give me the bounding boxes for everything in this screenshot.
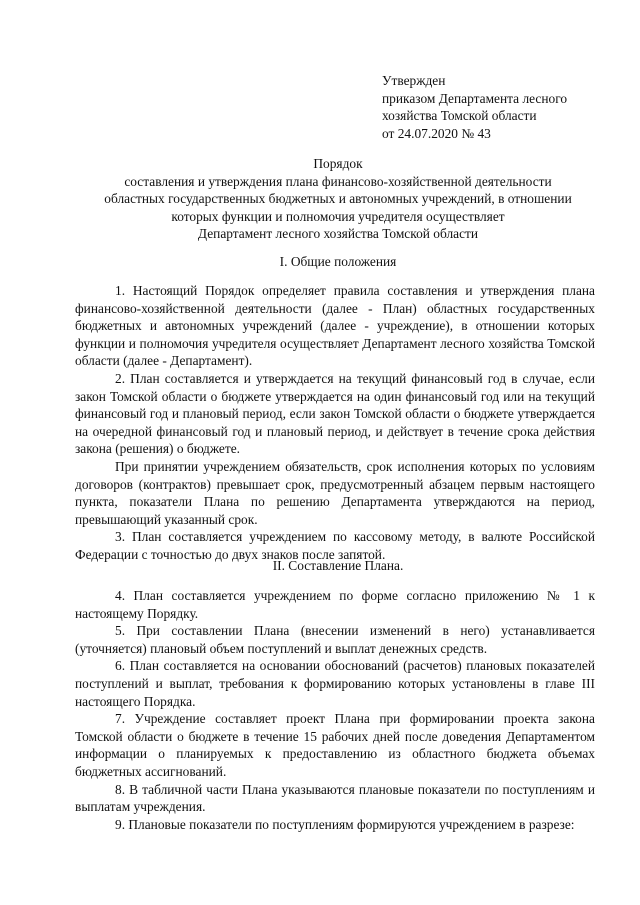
title-line-5: Департамент лесного хозяйства Томской области — [197, 226, 479, 242]
paragraph-7: 7. Учреждение составляет проект Плана при формировании проекта закона Томской области о бюджете в течение 15 рабочих дней после доведения Департаментом информации о планируемых к предоставлению из областного бюджета объемах бюджетных ассигнований. — [75, 711, 595, 779]
section-2-body — [75, 587, 595, 833]
paragraph-8: 8. В табличной части Плана указываются плановые показатели по поступлениям и выплатам учреждения. — [75, 781, 595, 815]
paragraph-5: 5. При составлении Плана (внесении изменений в него) устанавливается (уточняется) плановый объем поступлений и выплат денежных средств. — [75, 623, 595, 656]
title-line-4: которых функции и полномочия учредителя осуществляет — [171, 208, 505, 224]
paragraph-6: 6. План составляется на основании обоснований (расчетов) плановых показателей поступлений и выплат, требования к формированию которых установлены в главе III настоящего Порядка. — [75, 658, 595, 709]
approval-line-3: хозяйства Томской области — [382, 108, 537, 124]
approval-line-4: от 24.07.2020 № 43 — [382, 125, 491, 141]
paragraph-3: 3. План составляется учреждением по кассовому методу, в валюте Российской Федерации с точностью до двух знаков после запятой. — [75, 529, 595, 562]
section-1-body — [75, 282, 595, 564]
approval-line-1: Утвержден — [382, 73, 446, 88]
paragraph-2: 2. План составляется и утверждается на текущий финансовый год в случае, если закон Томской области о бюджете утверждается на один финансовый год или на текущий финансовый год и плановый период, если закон Томской области о бюджете утверждается на очередной финансовый год и плановый период, и действует в течение срока действия закона (решения) о бюджете. — [75, 370, 595, 457]
paragraph-9: 9. Плановые показатели по поступлениям формируются учреждением в разрезе: — [115, 816, 575, 832]
paragraph-4: 4. План составляется учреждением по форме согласно приложению № 1 к настоящему Порядку. — [75, 588, 595, 621]
approval-line-2: приказом Департамента лесного — [382, 90, 568, 106]
approval-stamp — [382, 72, 622, 142]
section-2-heading: II. Составление Плана. — [272, 558, 404, 573]
title-line-1: Порядок — [313, 156, 363, 171]
title-line-3: областных государственных бюджетных и автономных учреждений, в отношении — [104, 191, 572, 207]
paragraph-2-subparagraph: При принятии учреждением обязательств, срок исполнения которых по условиям договоров (контрактов) превышает срок, предусмотренный абзацем первым настоящего пункта, показатели Плана по решению Департамента утверждаются на период, превышающий указанный срок. — [75, 458, 595, 527]
paragraph-1: 1. Настоящий Порядок определяет правила составления и утверждения плана финансово-хозяйственной деятельности (далее - План) областных государственных бюджетных и автономных учреждений (далее - учреждение), в отношении которых функции и полномочия учредителя осуществляет Департамент лесного хозяйства Томской области (далее - Департамент). — [75, 283, 595, 369]
document-title — [60, 155, 616, 243]
section-1-heading: I. Общие положения — [279, 254, 397, 269]
title-line-2: составления и утверждения плана финансово-хозяйственной деятельности — [124, 173, 552, 189]
